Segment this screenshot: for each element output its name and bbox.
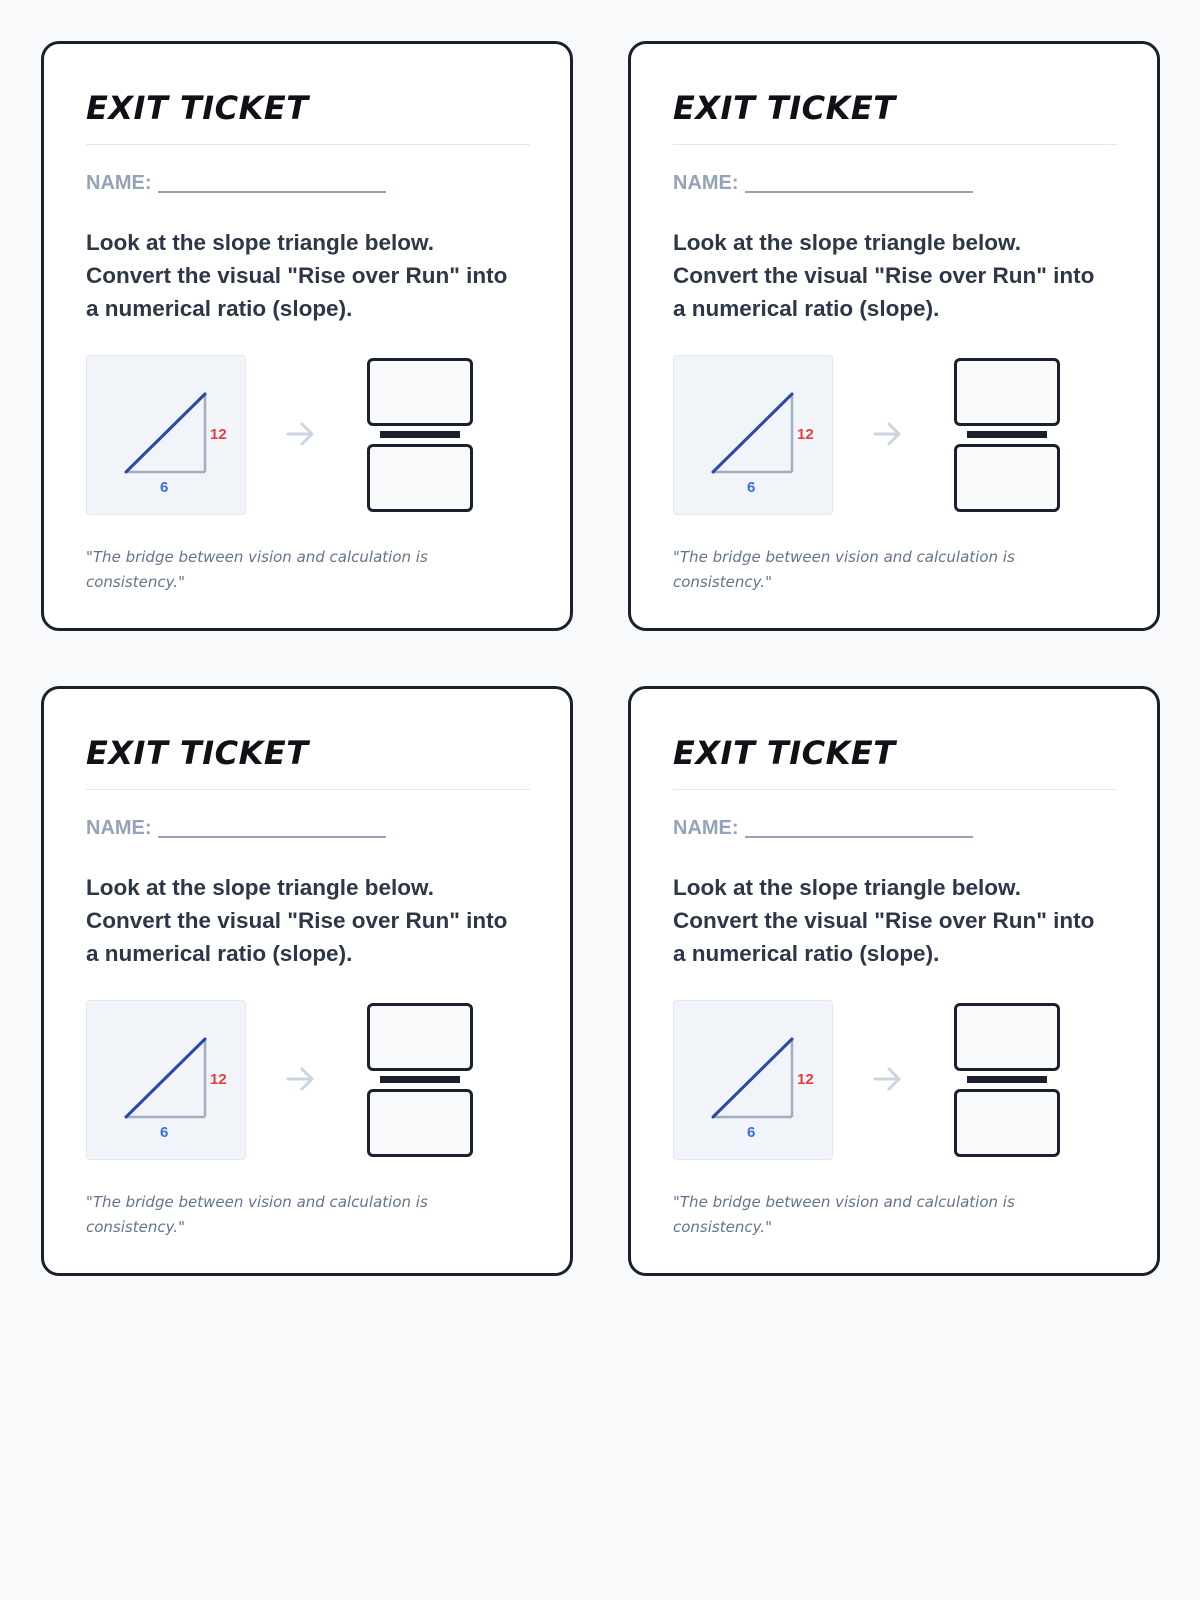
prompt-line: Convert the visual "Rise over Run" into — [673, 908, 1095, 933]
ticket-quote: "The bridge between vision and calculation is consistency." — [673, 548, 1015, 591]
fraction-bar — [967, 431, 1047, 438]
prompt-line: Look at the slope triangle below. — [86, 230, 434, 255]
ticket-prompt — [86, 871, 530, 970]
name-blank-line[interactable] — [745, 836, 973, 838]
name-blank-line[interactable] — [158, 836, 386, 838]
ratio-answer — [367, 1003, 473, 1155]
numerator-box[interactable] — [367, 1003, 473, 1071]
ratio-answer — [954, 358, 1060, 510]
exit-ticket-3 — [41, 686, 573, 1276]
run-label: 6 — [160, 1124, 169, 1141]
numerator-box[interactable] — [954, 1003, 1060, 1071]
ticket-quote: "The bridge between vision and calculation is consistency." — [673, 1193, 1015, 1236]
exit-ticket-4 — [628, 686, 1160, 1276]
prompt-line: Convert the visual "Rise over Run" into — [86, 908, 508, 933]
prompt-line: Convert the visual "Rise over Run" into — [86, 263, 508, 288]
numerator-box[interactable] — [954, 358, 1060, 426]
fraction-bar — [380, 431, 460, 438]
denominator-box[interactable] — [954, 1089, 1060, 1157]
denominator-box[interactable] — [367, 444, 473, 512]
ratio-answer — [367, 358, 473, 510]
hypotenuse — [713, 394, 792, 472]
slope-triangle-icon — [674, 1001, 832, 1159]
fraction-bar — [380, 1076, 460, 1083]
work-area — [673, 355, 1117, 515]
numerator-box[interactable] — [367, 358, 473, 426]
rise-label: 12 — [797, 1071, 814, 1088]
run-label: 6 — [747, 1124, 756, 1141]
ticket-quote: "The bridge between vision and calculation is consistency." — [86, 1193, 428, 1236]
rise-label: 12 — [210, 1071, 227, 1088]
arrow-right-icon — [286, 1064, 316, 1094]
denominator-box[interactable] — [954, 444, 1060, 512]
work-area — [86, 355, 530, 515]
prompt-line: Look at the slope triangle below. — [86, 875, 434, 900]
prompt-line: Look at the slope triangle below. — [673, 230, 1021, 255]
denominator-box[interactable] — [367, 1089, 473, 1157]
name-blank-line[interactable] — [745, 191, 973, 193]
arrow-right-icon — [873, 419, 903, 449]
ticket-title: EXIT TICKET — [86, 88, 530, 145]
prompt-line: Look at the slope triangle below. — [673, 875, 1021, 900]
ticket-prompt — [86, 226, 530, 325]
name-field[interactable] — [86, 171, 530, 195]
exit-ticket-2 — [628, 41, 1160, 631]
slope-triangle-icon — [87, 356, 245, 514]
prompt-line: a numerical ratio (slope). — [673, 296, 940, 321]
name-field[interactable] — [673, 816, 1117, 840]
name-label: NAME: — [86, 172, 152, 194]
slope-triangle-icon — [674, 356, 832, 514]
hypotenuse — [126, 394, 205, 472]
slope-triangle-icon — [87, 1001, 245, 1159]
name-field[interactable] — [673, 171, 1117, 195]
ratio-answer — [954, 1003, 1060, 1155]
run-label: 6 — [747, 479, 756, 496]
slope-triangle-panel — [86, 355, 246, 515]
prompt-line: a numerical ratio (slope). — [86, 296, 353, 321]
prompt-line: Convert the visual "Rise over Run" into — [673, 263, 1095, 288]
ticket-prompt — [673, 871, 1117, 970]
ticket-quote: "The bridge between vision and calculation is consistency." — [86, 548, 428, 591]
exit-ticket-1 — [41, 41, 573, 631]
name-label: NAME: — [86, 817, 152, 839]
prompt-line: a numerical ratio (slope). — [86, 941, 353, 966]
name-label: NAME: — [673, 817, 739, 839]
rise-label: 12 — [210, 426, 227, 443]
ticket-title: EXIT TICKET — [673, 88, 1117, 145]
ticket-title: EXIT TICKET — [86, 733, 530, 790]
fraction-bar — [967, 1076, 1047, 1083]
arrow-right-icon — [873, 1064, 903, 1094]
ticket-grid — [41, 41, 1160, 1276]
rise-label: 12 — [797, 426, 814, 443]
slope-triangle-panel — [86, 1000, 246, 1160]
name-blank-line[interactable] — [158, 191, 386, 193]
arrow-right-icon — [286, 419, 316, 449]
name-field[interactable] — [86, 816, 530, 840]
hypotenuse — [713, 1039, 792, 1117]
work-area — [673, 1000, 1117, 1160]
ticket-prompt — [673, 226, 1117, 325]
prompt-line: a numerical ratio (slope). — [673, 941, 940, 966]
hypotenuse — [126, 1039, 205, 1117]
run-label: 6 — [160, 479, 169, 496]
name-label: NAME: — [673, 172, 739, 194]
ticket-title: EXIT TICKET — [673, 733, 1117, 790]
work-area — [86, 1000, 530, 1160]
slope-triangle-panel — [673, 355, 833, 515]
slope-triangle-panel — [673, 1000, 833, 1160]
